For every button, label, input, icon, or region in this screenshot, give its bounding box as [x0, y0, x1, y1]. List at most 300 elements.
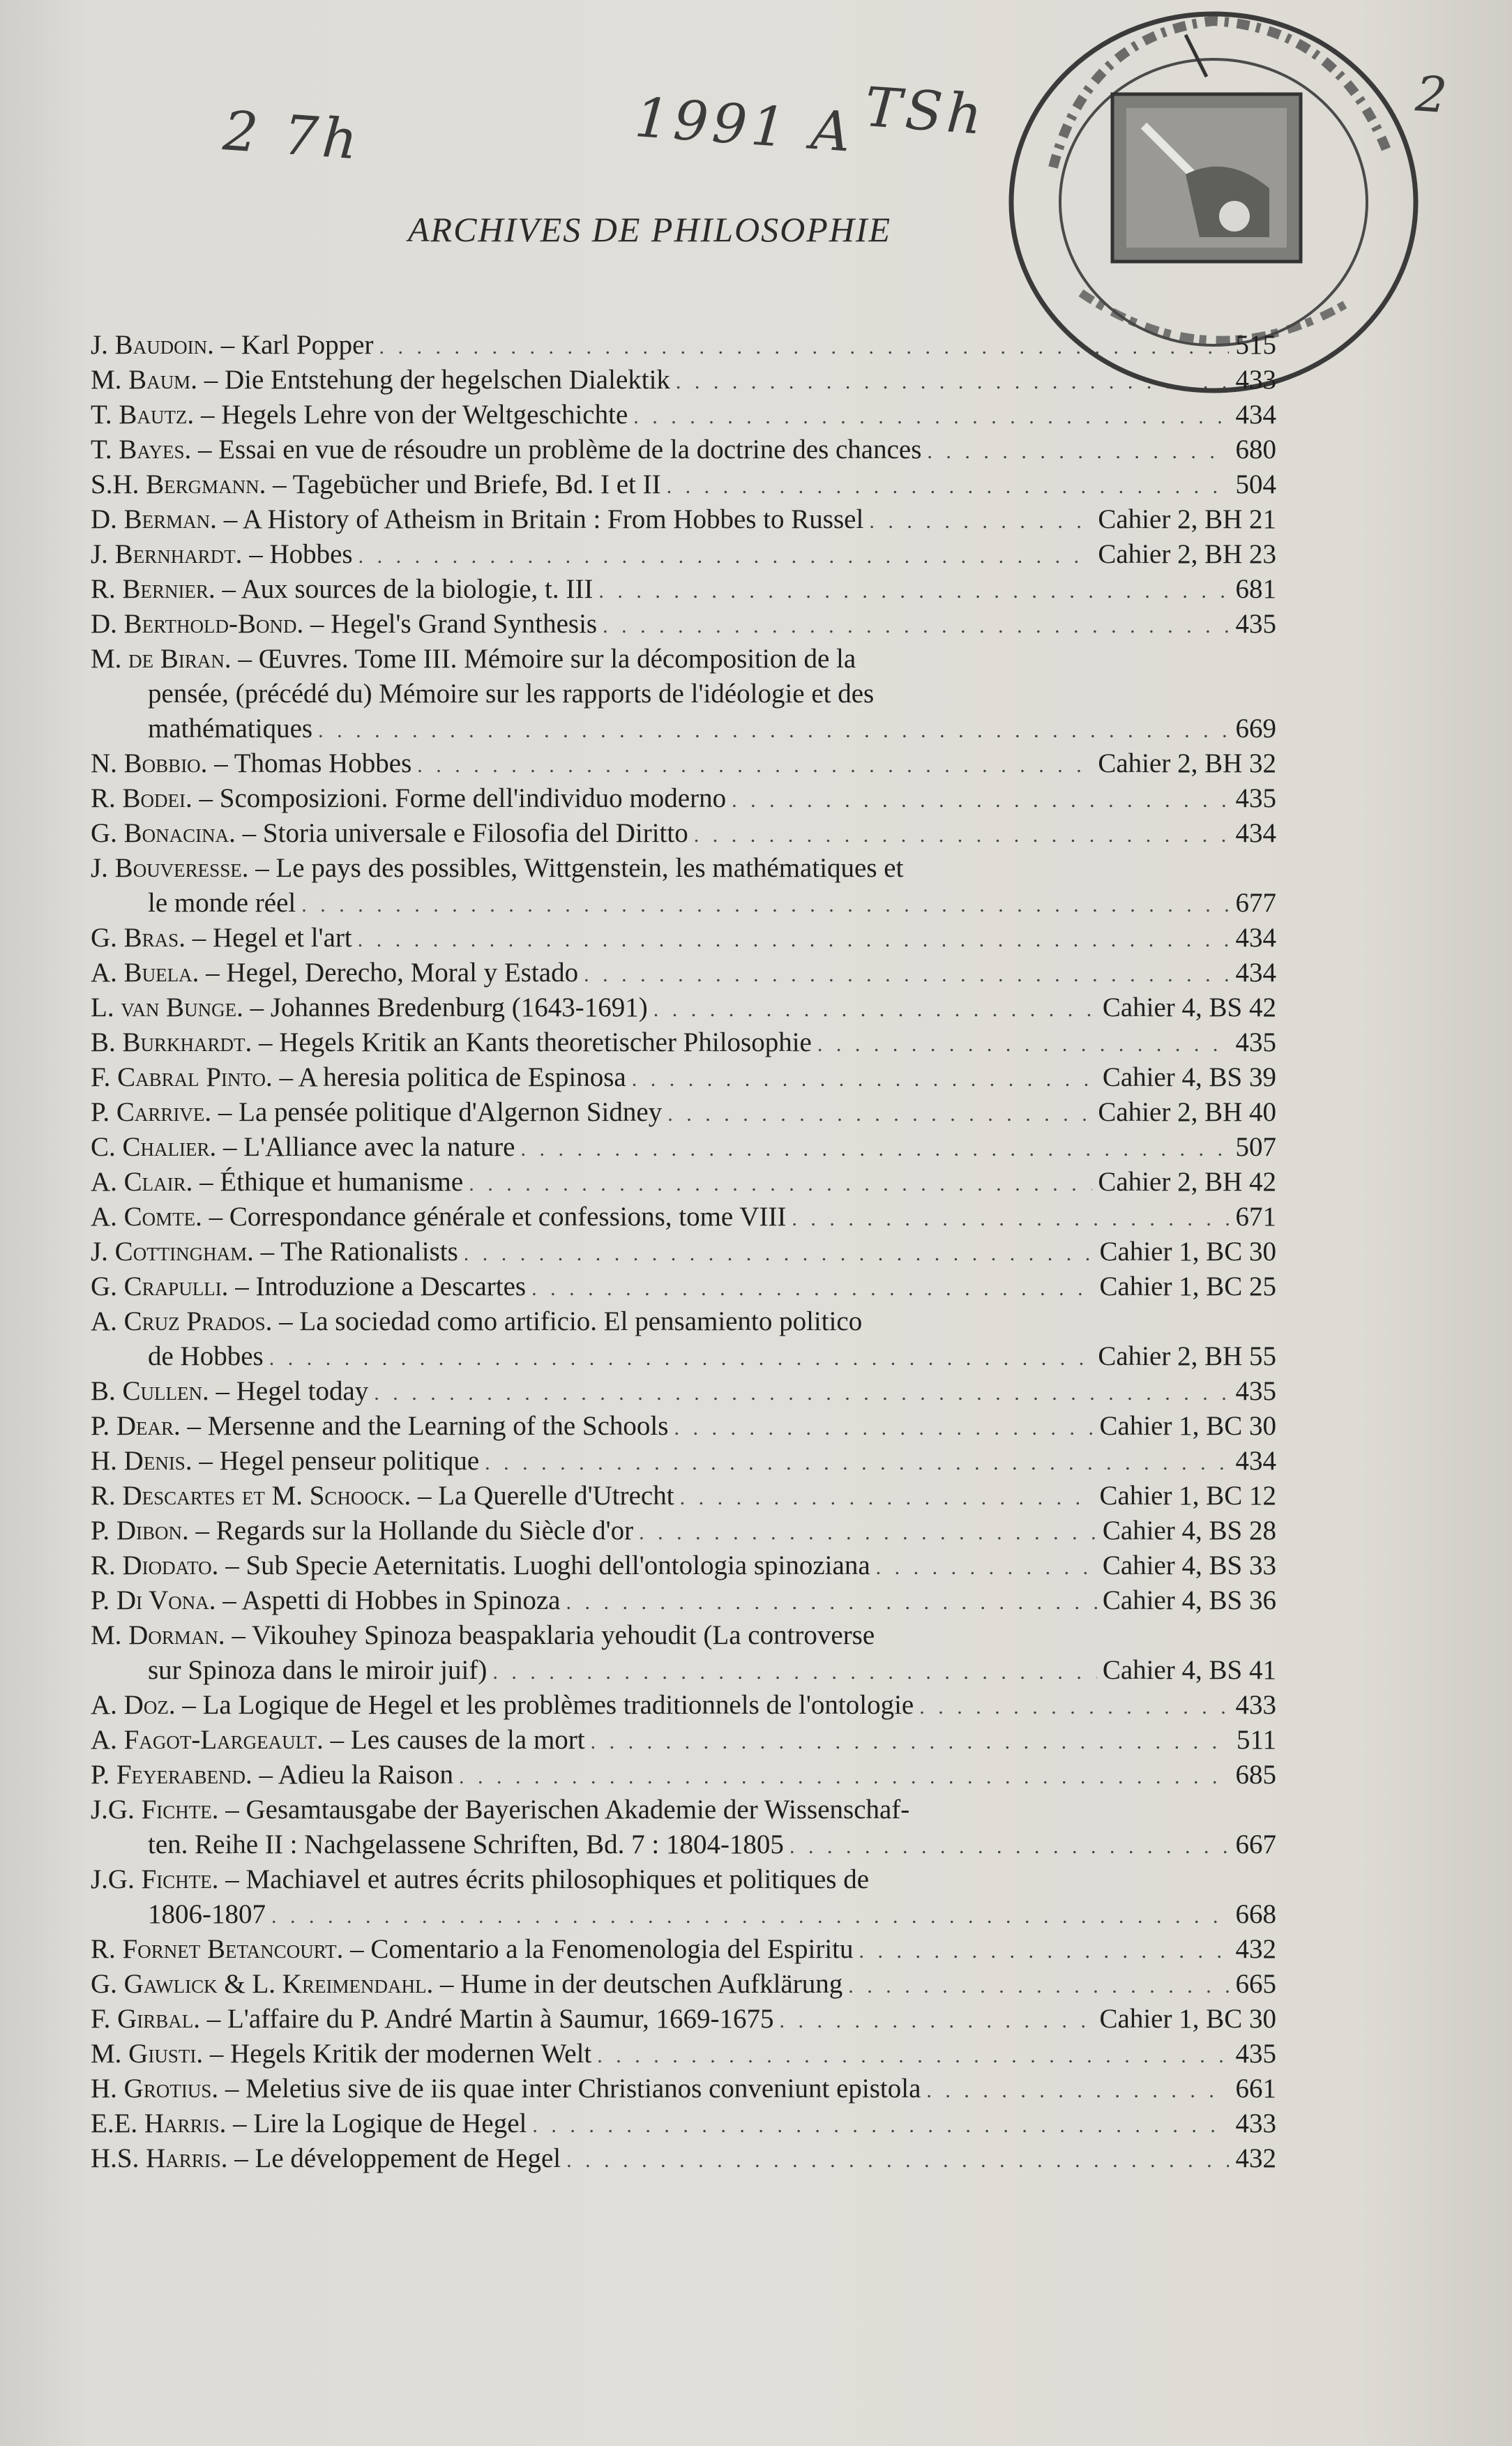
entry-line: [91, 1025, 1276, 1060]
entry-line: [91, 1374, 1276, 1409]
entry-line: [91, 398, 1276, 432]
entry-line: [91, 1967, 1276, 2002]
entry-author: A. Cruz Prados.: [91, 1306, 273, 1336]
dot-leader: [780, 2004, 1094, 2039]
entry-reference: Cahier 4, BS 42: [1102, 992, 1276, 1022]
bibliography-entry: [91, 1479, 1276, 1513]
bibliography-entry: [91, 1967, 1276, 2002]
dot-leader: [598, 574, 1229, 609]
entry-title: Die Entstehung der hegelschen Dialektik: [224, 365, 670, 395]
dot-leader: [358, 539, 1093, 574]
entry-author: G. Crapulli.: [91, 1271, 229, 1301]
entry-dash: –: [202, 1202, 229, 1232]
entry-line: [91, 851, 1276, 886]
handwritten-note-left: 2 7h: [221, 100, 364, 172]
entry-title: A heresia politica de Espinosa: [298, 1062, 626, 1092]
entry-title: Œuvres. Tome III. Mémoire sur la décomposition de la: [258, 644, 856, 674]
entry-title: Les causes de la mort: [350, 1725, 585, 1755]
dot-leader: [591, 1725, 1229, 1760]
entry-reference: 435: [1235, 609, 1276, 639]
dot-leader: [374, 1376, 1229, 1411]
entry-reference: 677: [1235, 888, 1276, 918]
entry-reference: 433: [1235, 1690, 1276, 1720]
entry-author: J. Cottingham.: [91, 1237, 254, 1267]
entry-author: M. Giusti.: [91, 2039, 204, 2069]
entry-reference: 504: [1235, 469, 1276, 499]
entry-reference: 669: [1235, 714, 1276, 743]
entry-reference: Cahier 2, BH 40: [1098, 1097, 1276, 1127]
entry-title: La Logique de Hegel et les problèmes traditionnels de l'ontologie: [202, 1690, 914, 1720]
entry-reference: 668: [1235, 1899, 1276, 1929]
entry-title: Machiavel et autres écrits philosophiques et politiques de: [245, 1864, 870, 1894]
bibliography-entry: [91, 2106, 1276, 2141]
entry-title: Storia universale e Filosofia del Diritto: [262, 818, 688, 848]
entry-line: [91, 502, 1276, 537]
entry-line: [91, 572, 1276, 607]
bibliography-entry: [91, 990, 1276, 1025]
entry-reference: Cahier 1, BC 12: [1099, 1481, 1276, 1511]
bibliography-entry: [91, 432, 1276, 467]
dot-leader: [603, 609, 1229, 644]
entry-author: N. Bobbio.: [91, 748, 208, 778]
entry-reference: Cahier 4, BS 28: [1102, 1516, 1276, 1546]
entry-reference: Cahier 2, BH 42: [1098, 1167, 1276, 1197]
entry-reference: 433: [1235, 2108, 1276, 2138]
entry-author: S.H. Bergmann.: [91, 469, 266, 499]
dot-leader: [379, 330, 1229, 365]
entry-author: M. Baum.: [91, 365, 197, 395]
bibliography-entry: [91, 781, 1276, 816]
dot-leader: [927, 435, 1229, 469]
entry-line: [91, 607, 1276, 642]
entry-reference: Cahier 4, BS 39: [1102, 1062, 1276, 1092]
entry-dash: –: [199, 2004, 227, 2034]
entry-reference: Cahier 2, BH 55: [1098, 1341, 1276, 1371]
handwritten-note-right: TSh: [863, 76, 988, 147]
dot-leader: [792, 1202, 1229, 1237]
entry-dash: –: [216, 1585, 242, 1615]
dot-leader: [485, 1446, 1229, 1481]
entry-reference: Cahier 4, BS 33: [1102, 1550, 1276, 1580]
entry-author: D. Berman.: [91, 504, 217, 534]
bibliography-entry: [91, 816, 1276, 851]
entry-dash: –: [197, 365, 225, 395]
entry-dash: –: [194, 400, 222, 430]
bibliography-entry: [91, 1723, 1276, 1758]
entry-author: T. Bayes.: [91, 435, 192, 465]
bibliography-entry: [91, 2002, 1276, 2037]
entry-author: P. Dear.: [91, 1411, 181, 1441]
entry-line: [91, 537, 1276, 572]
entry-line: [91, 1269, 1276, 1304]
entry-reference: 435: [1235, 783, 1276, 813]
bibliography-entry: [91, 1269, 1276, 1304]
entry-dash: –: [231, 644, 259, 674]
entry-title: Sub Specie Aeternitatis. Luoghi dell'ontologia spinoziana: [245, 1550, 870, 1580]
entry-reference: Cahier 1, BC 30: [1099, 2004, 1276, 2034]
bibliography-entry: [91, 1060, 1276, 1095]
entry-line: [91, 1200, 1276, 1235]
entry-title: Scomposizioni. Forme dell'individuo moderno: [219, 783, 727, 813]
entry-author: R. Descartes et M. Schoock.: [91, 1481, 411, 1511]
entry-line: [91, 1792, 1276, 1827]
entry-author: A. Fagot-Largeault.: [91, 1725, 324, 1755]
entry-author: R. Bodei.: [91, 783, 192, 813]
entry-title: La pensée politique d'Algernon Sidney: [239, 1097, 663, 1127]
entry-author: D. Berthold-Bond.: [91, 609, 304, 639]
entry-title: le monde réel: [148, 888, 296, 918]
entry-author: R. Bernier.: [91, 574, 216, 604]
entry-title: Aspetti di Hobbes in Spinoza: [241, 1585, 561, 1615]
dot-leader: [876, 1550, 1097, 1585]
entry-author: E.E. Harris.: [91, 2108, 227, 2138]
entry-author: F. Cabral Pinto.: [91, 1062, 273, 1092]
bibliography-entry: [91, 398, 1276, 432]
entry-title: de Hobbes: [148, 1341, 264, 1371]
bibliography-entry: [91, 502, 1276, 537]
entry-dash: –: [211, 1097, 239, 1127]
entry-line: [91, 2071, 1276, 2106]
entry-title: Adieu la Raison: [278, 1760, 453, 1790]
dot-leader: [358, 923, 1229, 958]
entry-dash: –: [266, 469, 293, 499]
entry-title: Mersenne and the Learning of the Schools: [207, 1411, 669, 1441]
bibliography-entry: [91, 1374, 1276, 1409]
entry-line: [91, 1444, 1276, 1479]
entry-reference: Cahier 1, BC 25: [1099, 1271, 1276, 1301]
entry-line: [91, 1897, 1276, 1932]
entry-author: R. Fornet Betancourt.: [91, 1934, 344, 1964]
entry-dash: –: [199, 958, 227, 988]
bibliography-entry: [91, 607, 1276, 642]
bibliography-entry: [91, 1130, 1276, 1165]
bibliography-entry: [91, 1792, 1276, 1862]
dot-leader: [667, 1097, 1092, 1132]
entry-line: [91, 1723, 1276, 1758]
entry-dash: –: [175, 1690, 203, 1720]
entry-line: [91, 467, 1276, 502]
entry-title: mathématiques: [148, 714, 313, 743]
dot-leader: [469, 1167, 1092, 1202]
bibliography-entry: [91, 1200, 1276, 1235]
entry-reference: 680: [1235, 435, 1276, 465]
entry-dash: –: [209, 1376, 236, 1406]
entry-author: J. Bernhardt.: [91, 539, 243, 569]
bibliography-entry: [91, 363, 1276, 398]
bibliography-entry: [91, 851, 1276, 921]
bibliography-entry: [91, 572, 1276, 607]
dot-leader: [566, 1585, 1096, 1620]
entry-author: J.G. Fichte.: [91, 1795, 219, 1825]
entry-author: P. Feyerabend.: [91, 1760, 252, 1790]
entry-title: Aux sources de la biologie, t. III: [241, 574, 594, 604]
entry-line: [91, 886, 1276, 921]
entry-dash: –: [192, 783, 220, 813]
entry-reference: 434: [1235, 818, 1276, 848]
entry-dash: –: [411, 1481, 439, 1511]
bibliography-entry: [91, 2037, 1276, 2071]
dot-leader: [301, 888, 1229, 923]
entry-dash: –: [192, 1167, 220, 1197]
entry-title: Hegels Lehre von der Weltgeschichte: [221, 400, 628, 430]
entry-title: Comentario a la Fenomenologia del Espiritu: [370, 1934, 854, 1964]
bibliography-entry: [91, 1548, 1276, 1583]
entry-reference: 681: [1235, 574, 1276, 604]
dot-leader: [674, 1411, 1094, 1446]
entry-title: Hegels Kritik an Kants theoretischer Philosophie: [279, 1027, 812, 1057]
entry-reference: 507: [1235, 1132, 1276, 1162]
entry-reference: 433: [1235, 365, 1276, 395]
entry-title: Lire la Logique de Hegel: [253, 2108, 527, 2138]
entry-author: H.S. Harris.: [91, 2143, 228, 2173]
dot-leader: [817, 1027, 1229, 1062]
dot-leader: [667, 469, 1229, 504]
entry-line: [91, 990, 1276, 1025]
entry-author: P. Carrive.: [91, 1097, 212, 1127]
entry-line: [91, 1339, 1276, 1374]
entry-reference: 665: [1235, 1969, 1276, 1999]
bibliography-entry: [91, 1862, 1276, 1932]
entry-author: C. Chalier.: [91, 1132, 217, 1162]
entry-title: Hegel et l'art: [212, 923, 352, 953]
entry-title: Hegels Kritik der modernen Welt: [230, 2039, 592, 2069]
entry-author: A. Clair.: [91, 1167, 193, 1197]
entry-dash: –: [242, 539, 270, 569]
entry-line: [91, 432, 1276, 467]
entry-title: A History of Atheism in Britain : From Hobbes to Russel: [242, 504, 864, 534]
entry-dash: –: [272, 1062, 298, 1092]
entry-line: [91, 2002, 1276, 2037]
dot-leader: [566, 2143, 1229, 2178]
entry-dash: –: [226, 2108, 254, 2138]
entry-line: [91, 2141, 1276, 2176]
dot-leader: [271, 1899, 1229, 1934]
bibliography-entry: [91, 537, 1276, 572]
dot-leader: [919, 1690, 1229, 1725]
bibliography-entry: [91, 1583, 1276, 1618]
entry-author: A. Doz.: [91, 1690, 176, 1720]
entry-dash: –: [303, 609, 331, 639]
bibliography-entry: [91, 328, 1276, 363]
entry-dash: –: [218, 1795, 246, 1825]
entry-author: J. Bouveresse.: [91, 853, 249, 883]
bibliography-entry: [91, 2141, 1276, 2176]
entry-reference: Cahier 2, BH 21: [1098, 504, 1276, 534]
dot-leader: [521, 1132, 1230, 1167]
entry-title: Meletius sive de iis quae inter Christianos conveniunt epistola: [245, 2074, 921, 2104]
entry-line: [91, 677, 1276, 711]
entry-title: L'Alliance avec la nature: [243, 1132, 515, 1162]
entry-dash: –: [216, 1132, 244, 1162]
dot-leader: [459, 1760, 1229, 1795]
entry-title: Johannes Bredenburg (1643-1691): [270, 992, 648, 1022]
entry-author: R. Diodato.: [91, 1550, 219, 1580]
bibliography-entry: [91, 1304, 1276, 1374]
entry-author: P. Dibon.: [91, 1516, 189, 1546]
entry-reference: Cahier 2, BH 23: [1098, 539, 1276, 569]
entry-author: G. Bras.: [91, 923, 186, 953]
entry-dash: –: [191, 435, 219, 465]
entry-dash: –: [213, 330, 241, 360]
entry-title: Thomas Hobbes: [234, 748, 412, 778]
entry-title: Correspondance générale et confessions, tome VIII: [229, 1202, 787, 1232]
entry-line: [91, 1513, 1276, 1548]
entry-reference: 671: [1235, 1202, 1276, 1232]
entry-reference: 435: [1235, 1376, 1276, 1406]
entry-line: [91, 1479, 1276, 1513]
entry-line: [91, 2037, 1276, 2071]
entry-title: Éthique et humanisme: [220, 1167, 464, 1197]
entry-line: [91, 921, 1276, 956]
entry-title: L'affaire du P. André Martin à Saumur, 1669-1675: [227, 2004, 774, 2034]
entry-reference: 685: [1235, 1760, 1276, 1790]
dot-leader: [464, 1237, 1094, 1271]
entry-title: Le développement de Hegel: [255, 2143, 561, 2173]
entry-dash: –: [248, 853, 276, 883]
entry-dash: –: [215, 574, 241, 604]
entry-author: T. Bautz.: [91, 400, 195, 430]
entry-line: [91, 1235, 1276, 1269]
entry-author: H. Denis.: [91, 1446, 192, 1476]
bibliography-entry: [91, 1095, 1276, 1130]
bibliography-entry: [91, 1688, 1276, 1723]
bibliography-entry: [91, 1025, 1276, 1060]
entry-reference: 434: [1235, 1446, 1276, 1476]
entry-line: [91, 781, 1276, 816]
entry-line: [91, 1130, 1276, 1165]
entry-title: sur Spinoza dans le miroir juif): [148, 1655, 487, 1685]
entry-line: [91, 1060, 1276, 1095]
entry-author: B. Cullen.: [91, 1376, 209, 1406]
bibliography-entry: [91, 1235, 1276, 1269]
entry-author: A. Buela.: [91, 958, 199, 988]
entry-title: Tagebücher und Briefe, Bd. I et II: [292, 469, 661, 499]
handwritten-note-middle: 1991 A: [633, 86, 857, 165]
bibliography-entry: [91, 956, 1276, 990]
entry-line: [91, 2106, 1276, 2141]
entry-title: Hobbes: [269, 539, 353, 569]
entry-author: G. Gawlick & L. Kreimendahl.: [91, 1969, 434, 1999]
entry-line: [91, 1095, 1276, 1130]
dot-leader: [269, 1341, 1093, 1376]
entry-author: L. van Bunge.: [91, 992, 243, 1022]
entry-dash: –: [243, 992, 271, 1022]
entry-reference: 515: [1235, 330, 1276, 360]
dot-leader: [532, 2108, 1229, 2143]
entry-reference: 432: [1235, 2143, 1276, 2173]
entry-line: [91, 1688, 1276, 1723]
dot-leader: [676, 365, 1229, 400]
bibliography-entry: [91, 746, 1276, 781]
entry-line: [91, 1932, 1276, 1967]
entry-line: [91, 1618, 1276, 1653]
entry-dash: –: [225, 1620, 252, 1650]
entry-title: Hume in der deutschen Aufklärung: [460, 1969, 843, 1999]
entry-line: [91, 1165, 1276, 1200]
entry-title: Gesamtausgabe der Bayerischen Akademie der Wissenschaf-: [245, 1795, 910, 1825]
entry-title: La sociedad como artificio. El pensamiento politico: [299, 1306, 863, 1336]
entry-dash: –: [216, 504, 243, 534]
entry-title: pensée, (précédé du) Mémoire sur les rapports de l'idéologie et des: [148, 679, 875, 709]
entry-author: H. Grotius.: [91, 2074, 219, 2104]
dot-leader: [926, 2074, 1229, 2108]
entry-dash: –: [253, 1237, 281, 1267]
dot-leader: [492, 1655, 1097, 1690]
entry-author: F. Girbal.: [91, 2004, 200, 2034]
entry-title: Hegel penseur politique: [219, 1446, 480, 1476]
dot-leader: [789, 1829, 1229, 1864]
bibliography-entry: [91, 921, 1276, 956]
dot-leader: [732, 783, 1229, 818]
entry-title: Regards sur la Hollande du Siècle d'or: [216, 1516, 634, 1546]
entry-title: Hegel, Derecho, Moral y Estado: [226, 958, 579, 988]
entry-line: [91, 1409, 1276, 1444]
entry-title: Vikouhey Spinoza beaspaklaria yehoudit (La controverse: [251, 1620, 875, 1650]
dot-leader: [869, 504, 1092, 539]
bibliography-entry: [91, 1165, 1276, 1200]
entry-reference: 511: [1236, 1725, 1276, 1755]
entry-title: La Querelle d'Utrecht: [438, 1481, 674, 1511]
entry-line: [91, 1827, 1276, 1862]
entry-author: A. Comte.: [91, 1202, 202, 1232]
bibliography-list: [91, 328, 1276, 2176]
entry-reference: Cahier 4, BS 41: [1102, 1655, 1276, 1685]
entry-line: [91, 363, 1276, 398]
entry-author: M. de Biran.: [91, 644, 232, 674]
entry-dash: –: [218, 1550, 246, 1580]
entry-line: [91, 328, 1276, 363]
entry-author: G. Bonacina.: [91, 818, 236, 848]
bibliography-entry: [91, 1513, 1276, 1548]
entry-dash: –: [180, 1411, 208, 1441]
entry-line: [91, 1653, 1276, 1688]
entry-dash: –: [185, 923, 213, 953]
entry-reference: 435: [1235, 1027, 1276, 1057]
entry-title: Hegel's Grand Synthesis: [331, 609, 598, 639]
dot-leader: [632, 1062, 1097, 1097]
entry-line: [91, 1304, 1276, 1339]
entry-dash: –: [228, 1271, 256, 1301]
dot-leader: [653, 992, 1097, 1027]
entry-dash: –: [272, 1306, 300, 1336]
entry-title: Essai en vue de résoudre un problème de la doctrine des chances: [218, 435, 922, 465]
entry-author: P. Di Vona.: [91, 1585, 216, 1615]
entry-reference: 434: [1235, 400, 1276, 430]
entry-author: J. Baudoin.: [91, 330, 214, 360]
bibliography-entry: [91, 642, 1276, 746]
entry-line: [91, 1548, 1276, 1583]
entry-dash: –: [207, 748, 234, 778]
dot-leader: [531, 1271, 1094, 1306]
bibliography-entry: [91, 1444, 1276, 1479]
entry-title: Introduzione a Descartes: [255, 1271, 527, 1301]
entry-dash: –: [433, 1969, 461, 1999]
entry-reference: 434: [1235, 923, 1276, 953]
dot-leader: [633, 400, 1229, 435]
entry-reference: Cahier 2, BH 32: [1098, 748, 1276, 778]
entry-title: Hegel today: [236, 1376, 369, 1406]
entry-reference: 432: [1235, 1934, 1276, 1964]
entry-dash: –: [252, 1760, 278, 1790]
entry-line: [91, 746, 1276, 781]
bibliography-entry: [91, 467, 1276, 502]
entry-reference: 661: [1235, 2074, 1276, 2104]
entry-dash: –: [203, 2039, 231, 2069]
bibliography-entry: [91, 1409, 1276, 1444]
handwritten-note-corner: 2: [1414, 65, 1453, 125]
entry-dash: –: [192, 1446, 220, 1476]
entry-line: [91, 642, 1276, 677]
